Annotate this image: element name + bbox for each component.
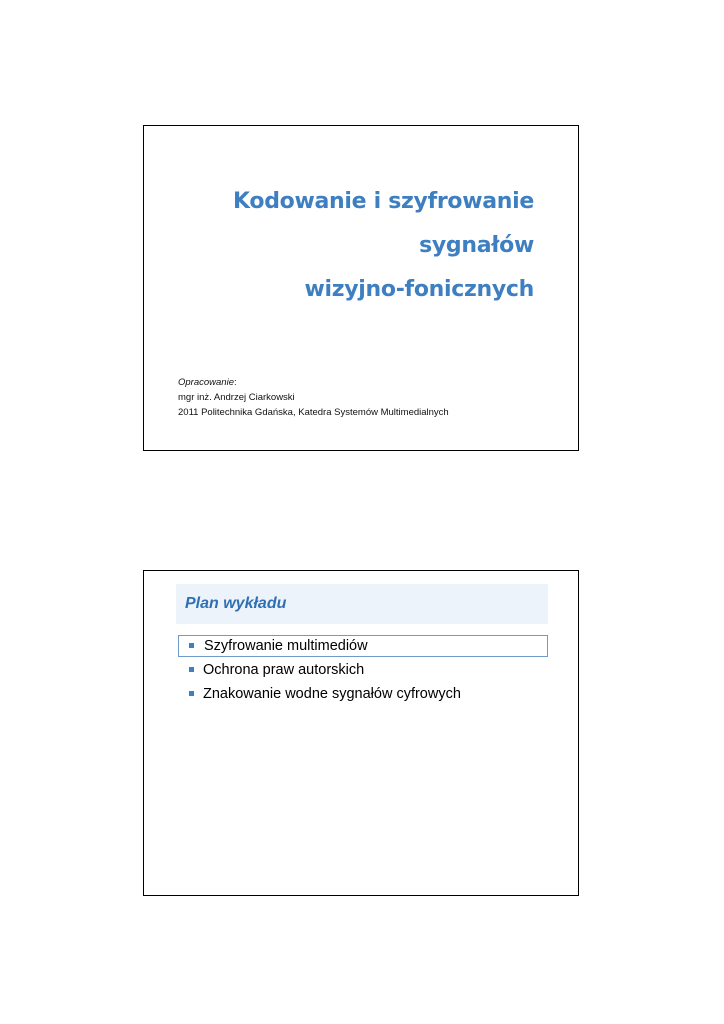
square-bullet-icon xyxy=(189,691,194,696)
square-bullet-icon xyxy=(189,667,194,672)
credits-label: Opracowanie xyxy=(178,377,234,388)
credits-label-suffix: : xyxy=(233,377,237,388)
title-line-1: Kodowanie i szyfrowanie xyxy=(233,189,534,214)
list-item-label: Znakowanie wodne sygnałów cyfrowych xyxy=(203,686,461,702)
list-item-label: Ochrona praw autorskich xyxy=(203,662,365,678)
slide-plan xyxy=(143,570,579,896)
credits-author: mgr inż. Andrzej Ciarkowski xyxy=(178,392,295,403)
lecture-title xyxy=(233,180,534,312)
plan-heading-box xyxy=(176,584,548,624)
plan-heading: Plan wykładu xyxy=(185,595,287,612)
list-item[interactable] xyxy=(178,683,548,705)
credits-affiliation: 2011 Politechnika Gdańska, Katedra Systemów Multimedialnych xyxy=(178,407,449,418)
list-item[interactable] xyxy=(178,635,548,657)
square-bullet-icon xyxy=(189,643,194,648)
list-item-label: Szyfrowanie multimediów xyxy=(204,638,368,654)
credits xyxy=(178,375,449,420)
list-item[interactable] xyxy=(178,659,548,681)
title-line-2: sygnałów xyxy=(419,233,534,258)
credits-label-line xyxy=(178,375,449,390)
slide-title xyxy=(143,125,579,451)
title-line-3: wizyjno-fonicznych xyxy=(304,277,534,302)
plan-list xyxy=(178,635,548,707)
